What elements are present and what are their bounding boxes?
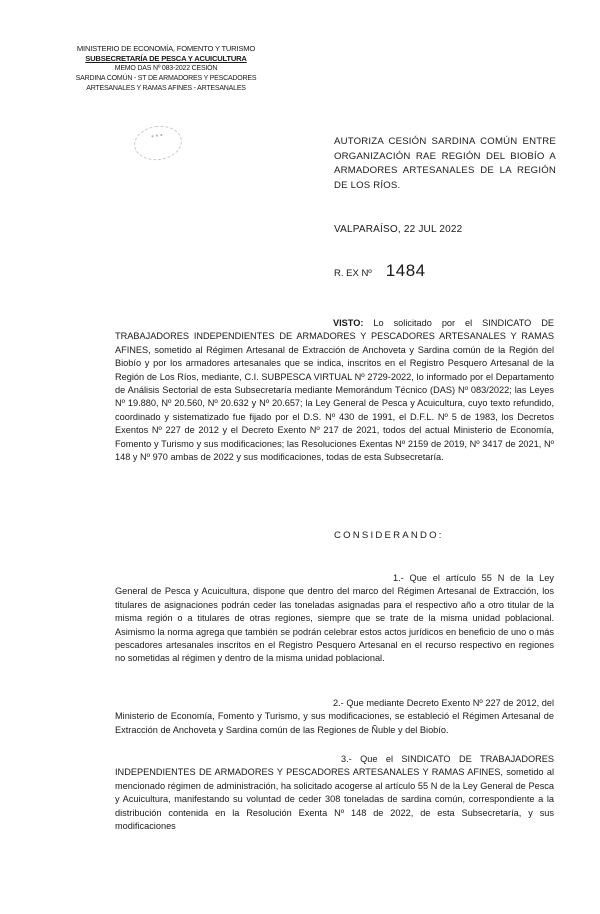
resolution-label: R. EX Nº xyxy=(334,268,372,279)
visto-text: Lo solicitado por el SINDICATO DE TRABAJADORES INDEPENDIENTES DE ARMADORES Y PESCADORES ARTESANALES Y RAMAS AFINES, sometido al Régimen Artesanal de Extracción de Anchoveta y Sardina común de la Región del Biobío y por los armadores artesanales que se indica, inscritos en el Registro Pesquero Artesanal de la Región de Los Ríos, mediante, C.I. SUBPESCA VIRTUAL Nº 2729-2022, lo informado por el Departamento de Análisis Sectorial de esta Subsecretaría mediante Memorándum Técnico (DAS) Nº 083/2022; las Leyes Nº 19.880, Nº 20.560, Nº 20.632 y Nº 20.657; la Ley General de Pesca y Acuicultura, cuyo texto refundido, coordinado y sistematizado fue fijado por el D.S. Nº 430 de 1991, el D.F.L. Nº 5 de 1983, los Decretos Exentos Nº 227 de 2012 y el Decreto Exento Nº 217 de 2021, todos del actual Ministerio de Economía, Fomento y Turismo y sus modificaciones; las Resoluciones Exentas Nº 2159 de 2019, Nº 3417 de 2021, Nº 148 y Nº 970 ambas de 2022 y sus modificaciones, todas de esta Subsecretaría. xyxy=(115,318,555,463)
considerando-paragraph-2 xyxy=(115,697,554,737)
memo-line: SARDINA COMÚN - ST DE ARMADORES Y PESCADORES xyxy=(75,75,257,82)
considerando-paragraph-1 xyxy=(115,572,554,666)
considerando-text: 1.- Que el artículo 55 N de la Ley General de Pesca y Acuicultura, dispone que dentro del marco del Régimen Artesanal de Extracción, los titulares de asignaciones podrán ceder las toneladas asignadas para el respectivo año a otro titular de la misma región o a titulares de otras regiones, siempre que se trate de la misma unidad poblacional. Asimismo la norma agrega que también se podrán celebrar estos actos jurídicos en beneficio de uno o más pescadores artesanales inscritos en el Registro Pesquero Artesanal en el recurso respectivo en regiones no sometidas al régimen y dentro de la misma unidad poblacional. xyxy=(115,573,554,664)
ministry-name: MINISTERIO DE ECONOMÍA, FOMENTO Y TURISMO xyxy=(76,44,256,53)
considerando-text: 2.- Que mediante Decreto Exento Nº 227 de 2012, del Ministerio de Economía, Fomento y Turismo, y sus modificaciones, se estableció el Régimen Artesanal de Extracción de Anchoveta y Sardina común de las Regiones de Ñuble y del Biobío. xyxy=(115,698,554,735)
considerando-text: 3.- Que el SINDICATO DE TRABAJADORES INDEPENDIENTES DE ARMADORES Y PESCADORES ARTESANALES Y RAMAS AFINES, sometido al mencionado régimen de administración, ha solicitado acogerse al artículo 55 N de la Ley General de Pesca y Acuicultura, manifestando su voluntad de ceder 308 toneladas de sardina común, correspondiente a la distribución contenida en la Resolución Exenta Nº 148 de 2022, de esta Subsecretaría, y sus modificaciones xyxy=(115,754,554,832)
faded-stamp-icon: ● ● ● xyxy=(132,123,184,163)
visto-label: VISTO: xyxy=(333,318,364,328)
place-date: VALPARAÍSO, 22 JUL 2022 xyxy=(334,224,463,235)
resolution-title: AUTORIZA CESIÓN SARDINA COMÚN ENTRE ORGANIZACIÓN RAE REGIÓN DEL BIOBÍO A ARMADORES ARTESANALES DE LA REGIÓN DE LOS RÍOS. xyxy=(334,136,556,191)
memo-line: MEMO DAS Nº 083-2022 CESIÓN xyxy=(114,65,218,72)
considerando-paragraph-3 xyxy=(115,753,554,833)
memo-line: ARTESANALES Y RAMAS AFINES - ARTESANALES xyxy=(86,85,246,92)
visto-paragraph xyxy=(115,317,554,464)
document-header xyxy=(56,44,276,94)
subsecretaria-name: SUBSECRETARÍA DE PESCA Y ACUICULTURA xyxy=(85,54,247,63)
resolution-number: 1484 xyxy=(385,261,426,280)
resolution-number-line xyxy=(334,261,426,281)
considerando-heading: CONSIDERANDO: xyxy=(334,530,444,541)
